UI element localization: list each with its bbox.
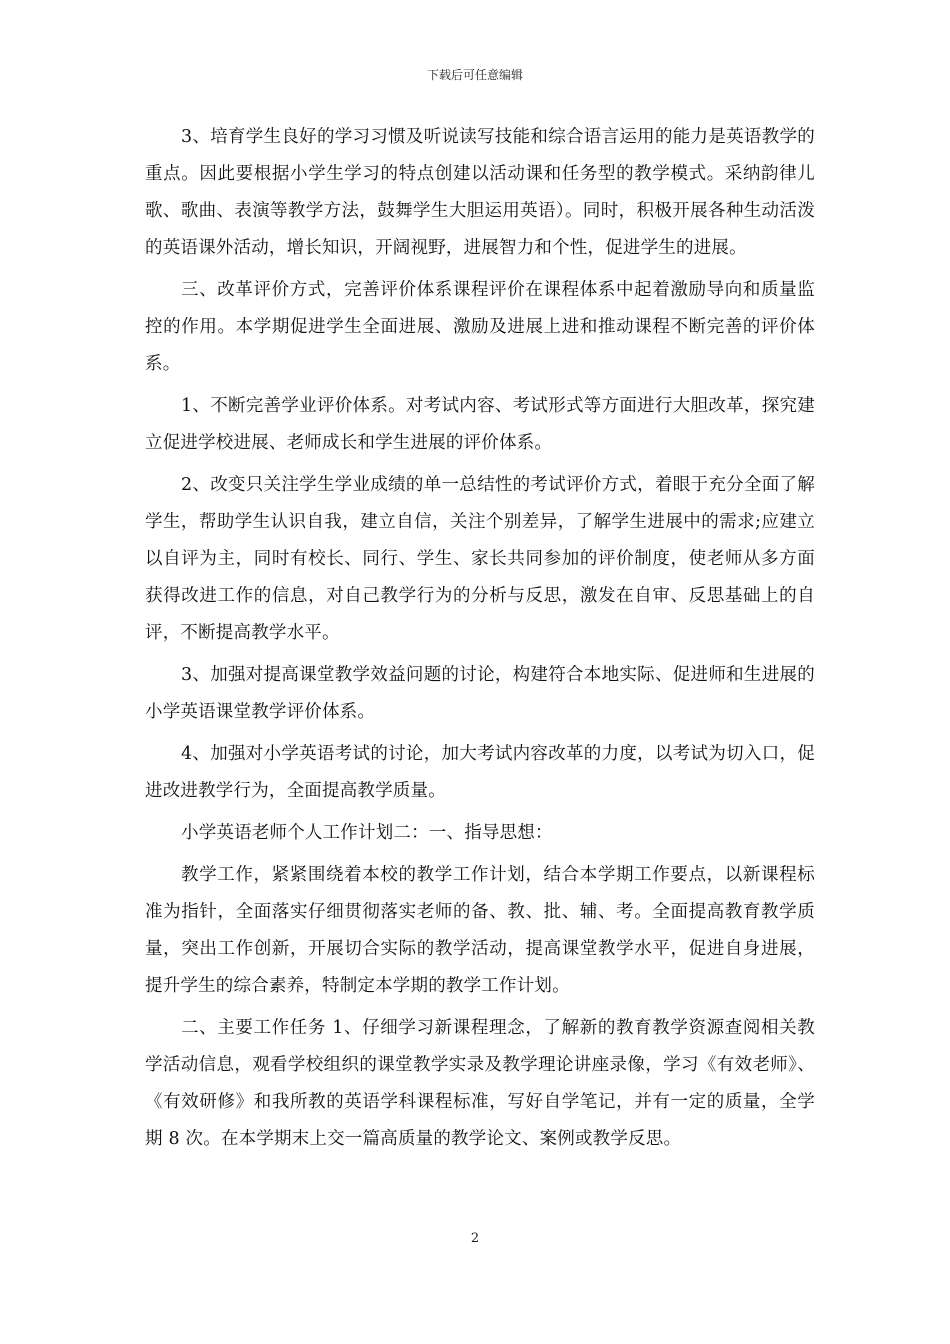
paragraph-4: 2、改变只关注学生学业成绩的单一总结性的考试评价方式，着眼于充分全面了解学生，帮助学生认识自我，建立自信，关注个别差异，了解学生进展中的需求;应建立以自评为主，同时有校长、同行、学生、家长共同参加的评价制度，使老师从多方面获得改进工作的信息，对自己教学行为的分析与反思，激发在自审、反思基础上的自评，不断提高教学水平。	[145, 475, 815, 643]
paragraph-9: 二、主要工作任务 1、仔细学习新课程理念，了解新的教育教学资源查阅相关教学活动信息，观看学校组织的课堂教学实录及教学理论讲座录像，学习《有效老师》、《有效研修》和我所教的英语学科课程标准，写好自学笔记，并有一定的质量，全学期 8 次。在本学期末上交一篇高质量的教学论文、案例或教学反思。	[145, 1018, 815, 1149]
document-body	[145, 119, 815, 1158]
paragraph-8: 教学工作，紧紧围绕着本校的教学工作计划，结合本学期工作要点，以新课程标准为指针，全面落实仔细贯彻落实老师的备、教、批、辅、考。全面提高教育教学质量，突出工作创新，开展切合实际的教学活动，提高课堂教学水平，促进自身进展，提升学生的综合素养，特制定本学期的教学工作计划。	[145, 865, 815, 996]
paragraph-2: 三、改革评价方式，完善评价体系课程评价在课程体系中起着激励导向和质量监控的作用。本学期促进学生全面进展、激励及进展上进和推动课程不断完善的评价体系。	[145, 280, 815, 374]
page-number: 2	[470, 1231, 480, 1246]
paragraph-5: 3、加强对提高课堂教学效益问题的讨论，构建符合本地实际、促进师和生进展的小学英语课堂教学评价体系。	[145, 665, 815, 722]
paragraph-6: 4、加强对小学英语考试的讨论，加大考试内容改革的力度，以考试为切入口，促进改进教学行为，全面提高教学质量。	[145, 744, 815, 801]
paragraph-1: 3、培育学生良好的学习习惯及听说读写技能和综合语言运用的能力是英语教学的重点。因此要根据小学生学习的特点创建以活动课和任务型的教学模式。采纳韵律儿歌、歌曲、表演等教学方法，鼓舞学生大胆运用英语）。同时，积极开展各种生动活泼的英语课外活动，增长知识，开阔视野，进展智力和个性，促进学生的进展。	[145, 127, 815, 258]
page-header: 下载后可任意编辑	[426, 68, 523, 82]
paragraph-3: 1、不断完善学业评价体系。对考试内容、考试形式等方面进行大胆改革，探究建立促进学校进展、老师成长和学生进展的评价体系。	[145, 396, 815, 453]
paragraph-7: 小学英语老师个人工作计划二：一、指导思想：	[181, 823, 553, 843]
